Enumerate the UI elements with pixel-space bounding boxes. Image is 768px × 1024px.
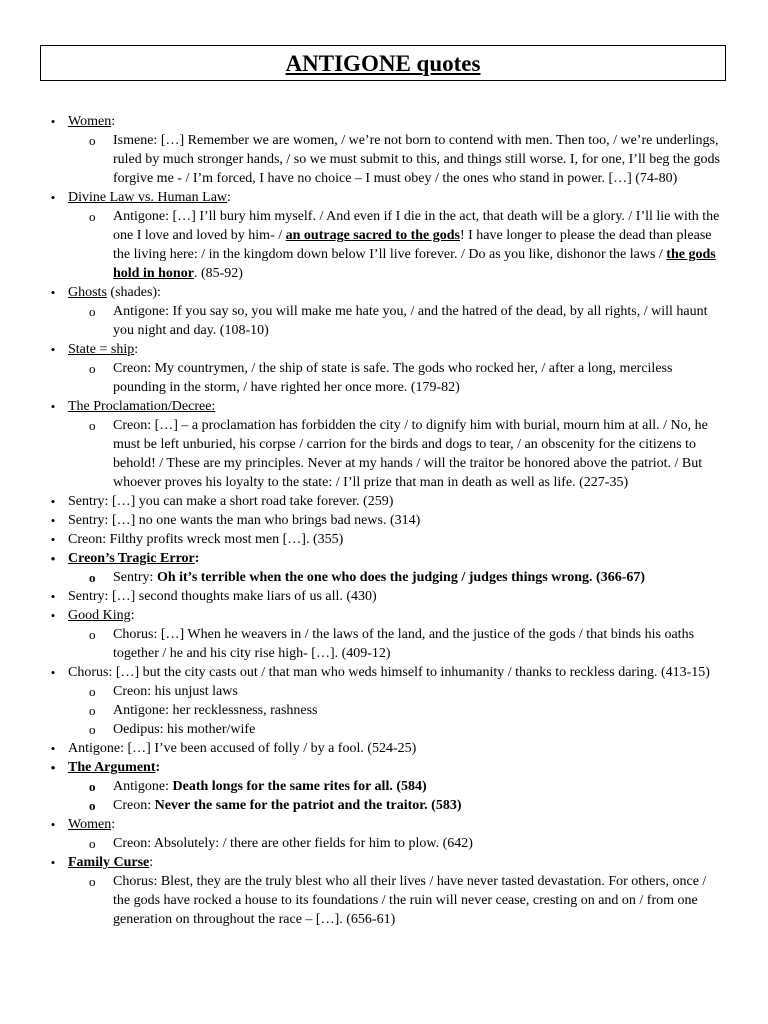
sub-item [40, 131, 720, 188]
item-label-suffix: : [130, 608, 135, 623]
bullet-icon: • [50, 741, 56, 756]
item-label: The Argument [68, 760, 156, 775]
title-box [40, 45, 726, 81]
sub-item [40, 625, 720, 663]
quote-text: Ismene: […] Remember we are women, / we’re not born to contend with men. Then too, / we’re underlings, ruled by much stronger hands, / so we must submit to this, and things still worse. I, for one, I’ll beg the gods forgive me - / I’m forced, I have no choice – I must obey / the ones who stand in power. […] (74-80) [113, 133, 720, 186]
quote-text: Creon: […] – a proclamation has forbidden the city / to dignify him with burial, mourn him at all. / No, he must be left unburied, his corpse / carrion for the birds and dogs to tear, / an obscenity for the citizens to behold! / These are my principles. Never at my hands / will the traitor be honored above the patriot. / But whoever proves his loyalty to the state: / I’ll prize that man in death as well as life. (227-35) [113, 418, 708, 490]
list-item [40, 530, 720, 549]
quote-text: Creon: My countrymen, / the ship of state is safe. The gods who rocked her, / after a long, merciless pounding in the storm, / have righted her once more. (179-82) [113, 361, 673, 395]
item-label: Women [68, 817, 112, 832]
item-label: Sentry: […] no one wants the man who brings bad news. (314) [68, 513, 421, 528]
bullet-icon: • [50, 855, 56, 870]
item-label: Creon’s Tragic Error [68, 551, 195, 566]
item-label: Family Curse [68, 855, 150, 870]
list-item [40, 397, 720, 416]
sub-item [40, 777, 720, 796]
page-title: ANTIGONE quotes [285, 50, 481, 76]
quote-text: the gods hold in honor [113, 247, 716, 281]
bullet-icon: • [50, 285, 56, 300]
item-label: Good King [68, 608, 131, 623]
list-item [40, 549, 720, 568]
item-heading [68, 188, 720, 207]
bullet-icon: • [50, 551, 56, 566]
circle-bullet-icon: o [89, 209, 96, 224]
item-label-suffix: : [111, 817, 116, 832]
quote-text: . (85-92) [193, 266, 243, 281]
item-heading [68, 758, 720, 777]
item-heading [68, 663, 720, 682]
bullet-icon: • [50, 608, 56, 623]
item-heading [68, 587, 720, 606]
bullet-icon: • [50, 399, 56, 414]
item-label-suffix: : [227, 190, 231, 205]
list-item [40, 815, 720, 834]
quote-text: Creon: his unjust laws [113, 684, 238, 699]
sub-item [40, 682, 720, 701]
bullet-icon: • [50, 665, 56, 680]
circle-bullet-icon: o [89, 684, 96, 699]
sub-item [40, 872, 720, 929]
circle-bullet-icon: o [89, 798, 96, 813]
list-item [40, 758, 720, 777]
list-item [40, 663, 720, 682]
circle-bullet-icon: o [89, 722, 96, 737]
item-label: Divine Law vs. Human Law [68, 190, 228, 205]
circle-bullet-icon: o [89, 361, 96, 376]
quote-text: Antigone: her recklessness, rashness [113, 703, 318, 718]
bullet-icon: • [50, 589, 56, 604]
circle-bullet-icon: o [89, 304, 96, 319]
sub-item [40, 416, 720, 492]
item-label: Antigone: […] I’ve been accused of folly / by a fool. (524-25) [68, 741, 417, 756]
quote-text: Oedipus: his mother/wife [113, 722, 256, 737]
quote-text: Chorus: Blest, they are the truly blest who all their lives / have never tasted devastation. For others, once / the gods have rocked a house to its foundations / the ruin will never cease, cresting on and on / from one generation on throughout the race – […]. (656-61) [113, 874, 707, 927]
item-label-suffix: (shades): [106, 285, 161, 300]
item-label-suffix: : [149, 855, 154, 870]
item-heading [68, 549, 720, 568]
circle-bullet-icon: o [89, 836, 96, 851]
quote-text: Creon: Absolutely: / there are other fields for him to plow. (642) [113, 836, 473, 851]
item-heading [68, 530, 720, 549]
item-label-suffix: : [111, 114, 116, 129]
item-label-suffix: : [194, 551, 200, 566]
circle-bullet-icon: o [89, 418, 96, 433]
item-label-suffix: : [134, 342, 139, 357]
item-label-suffix: : [155, 760, 161, 775]
list-item [40, 587, 720, 606]
item-label: Sentry: […] second thoughts make liars of us all. (430) [68, 589, 377, 604]
sub-item [40, 207, 720, 283]
item-heading [68, 739, 720, 758]
circle-bullet-icon: o [89, 779, 96, 794]
item-heading [68, 853, 720, 872]
sub-item [40, 796, 720, 815]
quote-text: Never the same for the patriot and the traitor. (583) [154, 798, 462, 813]
quote-text: Antigone: […] I’ll bury him myself. / And even if I die in the act, that death will be a glory. / I’ll lie with the one I love and loved by him- / [113, 209, 720, 243]
item-label: Ghosts [68, 285, 107, 300]
item-label: Women [68, 114, 112, 129]
list-item [40, 340, 720, 359]
bullet-icon: • [50, 760, 56, 775]
item-heading [68, 492, 720, 511]
quote-text: ! I have longer to please the dead than please the living here: / in the kingdom down below I’ll live forever. / Do as you like, dishonor the laws / [113, 228, 712, 262]
list-item [40, 188, 720, 207]
circle-bullet-icon: o [89, 627, 96, 642]
quote-list [40, 112, 720, 929]
item-label: Sentry: […] you can make a short road take forever. (259) [68, 494, 394, 509]
bullet-icon: • [50, 513, 56, 528]
list-item [40, 112, 720, 131]
item-heading [68, 340, 720, 359]
bullet-icon: • [50, 494, 56, 509]
list-item [40, 739, 720, 758]
circle-bullet-icon: o [89, 570, 96, 585]
sub-item [40, 568, 720, 587]
item-heading [68, 112, 720, 131]
item-heading [68, 511, 720, 530]
bullet-icon: • [50, 342, 56, 357]
quote-text: Creon: [113, 798, 155, 813]
quote-text: Antigone: [113, 779, 173, 794]
quote-text: Oh it’s terrible when the one who does the judging / judges things wrong. (366-67) [156, 570, 646, 585]
circle-bullet-icon: o [89, 874, 96, 889]
quote-text: Death longs for the same rites for all. (584) [172, 779, 427, 794]
list-item [40, 853, 720, 872]
list-item [40, 511, 720, 530]
item-heading [68, 283, 720, 302]
item-label: Chorus: […] but the city casts out / that man who weds himself to inhumanity / thanks to reckless daring. (413-15) [68, 665, 710, 680]
sub-item [40, 359, 720, 397]
circle-bullet-icon: o [89, 133, 96, 148]
bullet-icon: • [50, 817, 56, 832]
bullet-icon: • [50, 190, 56, 205]
circle-bullet-icon: o [89, 703, 96, 718]
quote-text: Sentry: [113, 570, 157, 585]
item-label: The Proclamation/Decree: [68, 399, 216, 414]
quote-text: Chorus: […] When he weavers in / the laws of the land, and the justice of the gods / that binds his oaths together / he and his city rise high- […]. (409-12) [113, 627, 695, 661]
list-item [40, 606, 720, 625]
item-heading [68, 815, 720, 834]
sub-item [40, 834, 720, 853]
item-label: State = ship [68, 342, 135, 357]
sub-item [40, 302, 720, 340]
bullet-icon: • [50, 532, 56, 547]
sub-item [40, 701, 720, 720]
item-label: Creon: Filthy profits wreck most men […]. (355) [68, 532, 344, 547]
bullet-icon: • [50, 114, 56, 129]
quote-text: Antigone: If you say so, you will make me hate you, / and the hatred of the dead, by all rights, / will haunt you night and day. (108-10) [113, 304, 708, 338]
item-heading [68, 397, 720, 416]
list-item [40, 492, 720, 511]
item-heading [68, 606, 720, 625]
list-item [40, 283, 720, 302]
quote-text: an outrage sacred to the gods [285, 228, 460, 243]
sub-item [40, 720, 720, 739]
